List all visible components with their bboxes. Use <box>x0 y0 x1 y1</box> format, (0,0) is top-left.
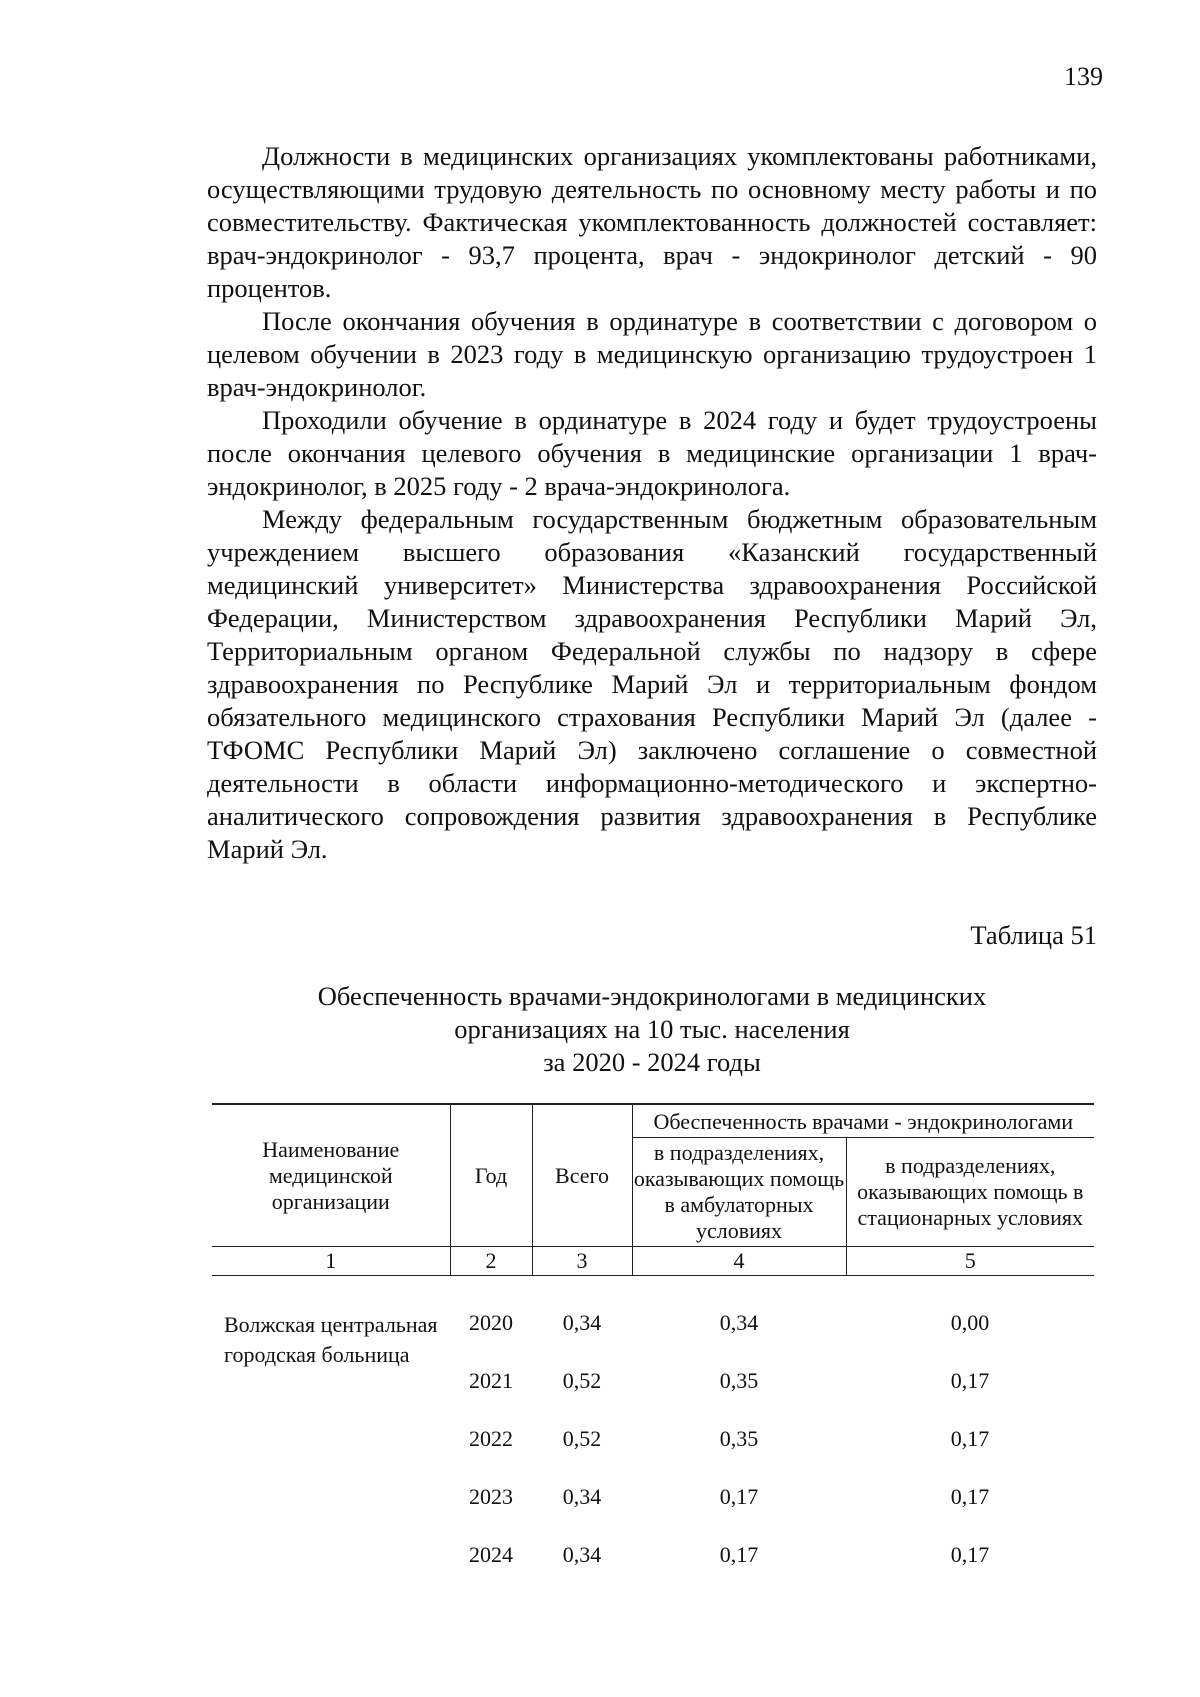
column-number: 4 <box>632 1247 846 1276</box>
paragraph: Должности в медицинских организациях укомплектованы работниками, осуществляющими трудовую деятельность по основному месту работы и по совместительству. Фактическая укомплектованность должностей составляет: врач-эндокринолог - 93,7 процента, врач - эндокринолог детский - 90 процентов. <box>207 141 1097 303</box>
table-title-line: Обеспеченность врачами-эндокринологами в медицинских <box>317 981 987 1011</box>
cell-ambulatory: 0,35 <box>719 1368 759 1393</box>
column-number: 3 <box>532 1247 632 1276</box>
cell-inpatient: 0,17 <box>950 1484 990 1509</box>
cell-total: 0,34 <box>562 1542 602 1567</box>
cell-ambulatory: 0,17 <box>719 1542 759 1567</box>
cell-total: 0,52 <box>562 1426 602 1451</box>
cell-year: 2021 <box>469 1368 513 1393</box>
cell-total: 0,52 <box>562 1368 602 1393</box>
cell-year: 2020 <box>469 1310 513 1335</box>
table-row <box>212 1276 1094 1359</box>
cell-total: 0,34 <box>562 1310 602 1335</box>
paragraph: Проходили обучение в ординатуре в 2024 году и будет трудоустроены после окончания целевого обучения в медицинские организации 1 врач-эндокринолог, в 2025 году - 2 врача-эндокринолога. <box>207 405 1097 501</box>
cell-total: 0,34 <box>562 1484 602 1509</box>
column-number: 1 <box>212 1247 450 1276</box>
cell-year: 2023 <box>469 1484 513 1509</box>
body-text <box>207 140 1097 866</box>
header-group: Обеспеченность врачами - эндокринологами <box>632 1104 1094 1138</box>
paragraph: Между федеральным государственным бюджетным образовательным учреждением высшего образования «Казанский государственный медицинский университет» Министерства здравоохранения Российской Федерации, Министерством здравоохранения Республики Марий Эл, Территориальным органом Федеральной службы по надзору в сфере здравоохранения по Республике Марий Эл и территориальным фондом обязательного медицинского страхования Республики Марий Эл (далее - ТФОМС Республики Марий Эл) заключено соглашение о совместной деятельности в области информационно-методического и экспертно-аналитического сопровождения развития здравоохранения в Республике Марий Эл. <box>207 504 1097 864</box>
header-ambulatory: в подразделениях, оказывающих помощь в амбулаторных условиях <box>632 1138 846 1247</box>
org-name: Волжская центральная городская больница <box>224 1312 438 1367</box>
cell-year: 2022 <box>469 1426 513 1451</box>
cell-ambulatory: 0,17 <box>719 1484 759 1509</box>
header-org: Наименование медицинской организации <box>212 1104 450 1247</box>
header-inpatient: в подразделениях, оказывающих помощь в стационарных условиях <box>846 1138 1094 1247</box>
cell-ambulatory: 0,34 <box>719 1310 759 1335</box>
paragraph: После окончания обучения в ординатуре в соответствии с договором о целевом обучении в 2023 году в медицинскую организацию трудоустроен 1 врач-эндокринолог. <box>207 306 1097 402</box>
cell-year: 2024 <box>469 1542 513 1567</box>
column-number: 2 <box>450 1247 532 1276</box>
cell-inpatient: 0,00 <box>950 1310 990 1335</box>
header-total: Всего <box>532 1104 632 1247</box>
table-title <box>207 980 1097 1079</box>
table-caption: Таблица 51 <box>970 920 1097 950</box>
data-table <box>212 1103 1094 1590</box>
cell-inpatient: 0,17 <box>950 1542 990 1567</box>
header-year: Год <box>450 1104 532 1247</box>
cell-inpatient: 0,17 <box>950 1426 990 1451</box>
cell-ambulatory: 0,35 <box>719 1426 759 1451</box>
cell-inpatient: 0,17 <box>950 1368 990 1393</box>
page-number: 139 <box>1064 62 1103 91</box>
column-number: 5 <box>846 1247 1094 1276</box>
table-title-line: за 2020 - 2024 годы <box>543 1047 761 1077</box>
table-title-line: организациях на 10 тыс. населения <box>454 1014 850 1044</box>
